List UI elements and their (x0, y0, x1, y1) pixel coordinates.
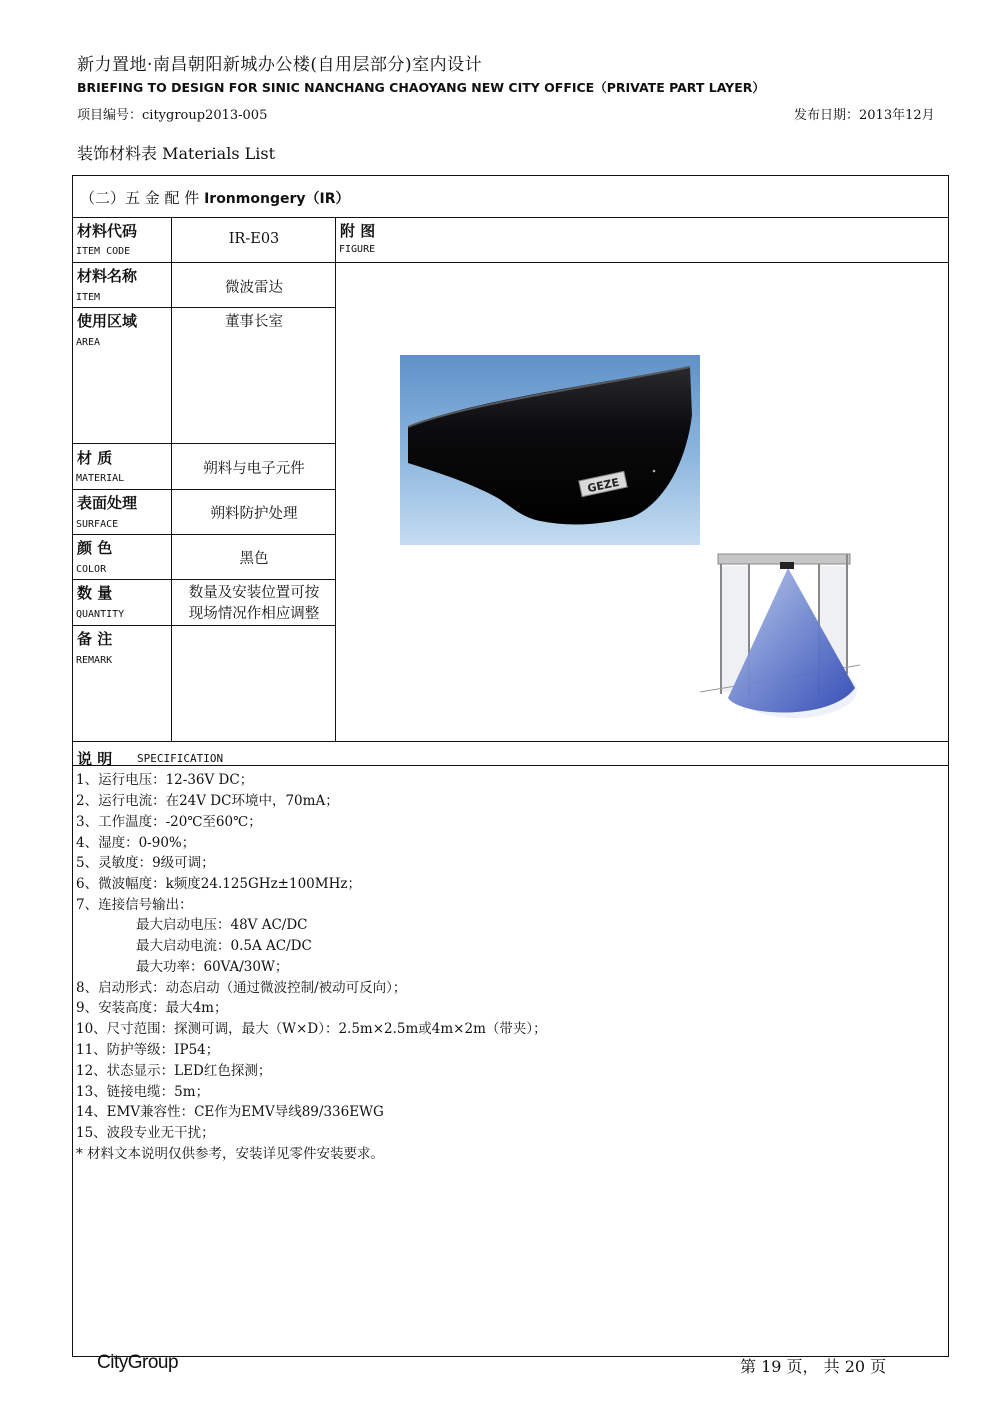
spec-line: 9、安装高度：最大4m； (76, 1000, 228, 1016)
document-title: 新力置地·南昌朝阳新城办公楼(自用层部分)室内设计 (77, 55, 483, 75)
material-label-en: MATERIAL (76, 473, 125, 484)
item-code-label: 材料代码 (77, 222, 138, 240)
spec-note: * 材料文本说明仅供参考，安装详见零件安装要求。 (76, 1146, 385, 1162)
section-title (80, 187, 350, 208)
spec-line: 最大启动电压：48V AC/DC (136, 917, 308, 933)
section-title-cn: （二）五 金 配 件 (80, 189, 205, 207)
materials-table (72, 175, 949, 1357)
radar-sensor (780, 562, 794, 569)
divider (72, 765, 949, 766)
project-number: 项目编号：citygroup2013-005 (77, 108, 268, 123)
spec-line: 7、连接信号输出： (76, 897, 193, 913)
remark-label: 备 注 (77, 630, 113, 648)
spec-title-en: SPECIFICATION (137, 752, 224, 765)
surface-label-en: SURFACE (76, 519, 119, 530)
release-date: 发布日期：2013年12月 (794, 108, 935, 123)
divider (72, 534, 336, 535)
surface-label: 表面处理 (77, 494, 138, 512)
spec-line: 1、运行电压：12-36V DC； (76, 772, 254, 788)
spec-line: 最大启动电流：0.5A AC/DC (136, 938, 312, 954)
page-number: 第 19 页， 共 20 页 (740, 1357, 887, 1376)
material-value: 朔料与电子元件 (203, 461, 305, 477)
section-title-en: Ironmongery（IR） (204, 191, 350, 207)
product-photo (400, 355, 700, 545)
divider (72, 579, 336, 580)
spec-line: 12、状态显示：LED红色探测； (76, 1063, 272, 1079)
spec-line: 15、波段专业无干扰； (76, 1125, 215, 1141)
divider (171, 217, 172, 741)
spec-line: 13、链接电缆：5m； (76, 1084, 210, 1100)
status-led (653, 470, 656, 473)
divider (72, 307, 336, 308)
door-frame-left (720, 564, 722, 694)
spec-line: 10、尺寸范围：探测可调，最大（W×D）：2.5m×2.5m或4m×2m（带夹）； (76, 1021, 547, 1037)
door-frame-right (846, 554, 848, 674)
spec-line: 6、微波幅度：k频度24.125GHz±100MHz； (76, 876, 361, 892)
area-label: 使用区域 (77, 312, 138, 330)
divider (72, 489, 336, 490)
divider (72, 625, 336, 626)
spec-line: 5、灵敏度：9级可调； (76, 855, 215, 871)
surface-value: 朔料防护处理 (210, 506, 298, 522)
citygroup-logo: CityGroup (97, 1352, 179, 1373)
color-label: 颜 色 (77, 539, 113, 557)
item-code-label-en: ITEM CODE (76, 246, 131, 257)
color-label-en: COLOR (76, 564, 107, 575)
divider (72, 741, 949, 742)
spec-line: 3、工作温度：-20℃至60℃； (76, 814, 262, 830)
spec-line: 11、防护等级：IP54； (76, 1042, 220, 1058)
area-value: 董事长室 (225, 314, 283, 330)
spec-title: 说 明 (77, 750, 113, 768)
spec-line: 14、EMV兼容性：CE作为EMV导线89/336EWG (76, 1104, 384, 1120)
spec-line: 8、启动形式：动态启动（通过微波控制/被动可反向）； (76, 980, 407, 996)
item-code-value: IR-E03 (228, 231, 280, 247)
material-label: 材 质 (77, 449, 113, 467)
color-value: 黑色 (239, 551, 269, 567)
materials-list-title: 装饰材料表 Materials List (77, 144, 276, 163)
divider (72, 217, 949, 218)
spec-line: 4、湿度：0-90%； (76, 835, 196, 851)
item-name-value: 微波雷达 (225, 280, 283, 296)
spec-line: 最大功率：60VA/30W； (136, 959, 289, 975)
spec-line: 2、运行电流：在24V DC环境中，70mA； (76, 793, 339, 809)
item-name-label: 材料名称 (77, 267, 138, 285)
divider (72, 262, 949, 263)
quantity-label: 数 量 (77, 584, 113, 602)
quantity-label-en: QUANTITY (76, 609, 125, 620)
quantity-value-line1: 数量及安装位置可按 (188, 585, 320, 601)
divider (72, 443, 336, 444)
door-detection-diagram (700, 540, 860, 722)
brand-badge-text: GEZE (586, 475, 621, 496)
figure-label-en: FIGURE (339, 244, 376, 255)
item-name-label-en: ITEM (76, 292, 101, 303)
divider (335, 217, 336, 741)
area-label-en: AREA (76, 337, 101, 348)
quantity-value-line2: 现场情况作相应调整 (188, 606, 320, 622)
figure-label: 附 图 (340, 222, 376, 240)
remark-label-en: REMARK (76, 655, 113, 666)
document-subtitle: BRIEFING TO DESIGN FOR SINIC NANCHANG CHAOYANG NEW CITY OFFICE（PRIVATE PART LAYER） (77, 80, 765, 95)
